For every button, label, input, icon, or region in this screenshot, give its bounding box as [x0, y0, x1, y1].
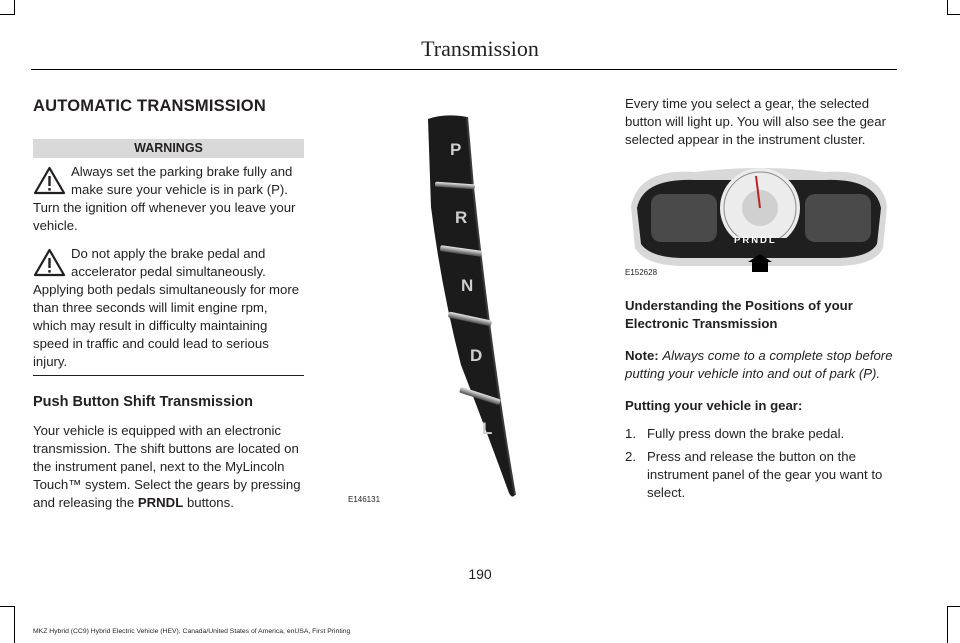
warning-text-first: Always set the parking brake fully and make sure your vehicle is in park (P). [71, 164, 293, 197]
note-text: Always come to a complete stop before putting your vehicle into and out of park (P). [625, 348, 893, 381]
crop-mark [947, 0, 948, 15]
gear-label-r: R [455, 208, 468, 227]
paragraph-bold-term: PRNDL [137, 495, 184, 510]
figure-code-right: E152628 [625, 268, 658, 277]
putting-in-gear-heading: Putting your vehicle in gear: [625, 398, 803, 413]
gear-label-d: D [470, 346, 483, 365]
body-paragraph [33, 422, 304, 512]
instrument-cluster-figure [625, 162, 895, 277]
list-item [625, 448, 897, 502]
section-title: AUTOMATIC TRANSMISSION [33, 97, 266, 115]
crop-mark [0, 14, 14, 15]
intro-paragraph: Every time you select a gear, the selected button will light up. You will also see the gear selected appear in the instrument cluster. [625, 96, 886, 147]
crop-mark [947, 606, 960, 607]
warnings-bottom-rule [33, 375, 304, 376]
steps-list [625, 425, 897, 502]
cluster-gear-indicator: PRNDL [734, 235, 777, 246]
page-header-title: Transmission [421, 36, 539, 61]
gear-label-n: N [461, 276, 474, 295]
warning-triangle-icon [33, 166, 66, 195]
footer-text: MKZ Hybrid (CC9) Hybrid Electric Vehicle (HEV), Canada/United States of America, enUSA, First Printing [33, 628, 351, 635]
step-number: 2. [625, 449, 636, 464]
step-text: Fully press down the brake pedal. [647, 426, 845, 441]
list-item [625, 425, 897, 443]
warnings-heading: WARNINGS [33, 139, 304, 158]
figure-code-left: E146131 [348, 495, 381, 504]
step-number: 1. [625, 426, 636, 441]
gear-label-l: L [482, 419, 493, 438]
positions-heading: Understanding the Positions of your Electronic Transmission [625, 298, 853, 331]
crop-mark [14, 0, 15, 15]
gear-label-p: P [450, 140, 462, 159]
right-column [625, 95, 897, 149]
warning-text-first: Do not apply the brake pedal and accelerator pedal simultaneously. [71, 246, 266, 279]
gear-selector-figure [395, 97, 531, 509]
right-column-lower [625, 297, 897, 507]
warning-item [33, 163, 304, 235]
step-text: Press and release the button on the instrument panel of the gear you want to select. [647, 449, 883, 500]
warning-item [33, 245, 304, 371]
paragraph-text: Your vehicle is equipped with an electronic transmission. The shift buttons are located on the instrument panel, next to the MyLincoln Touch™ system. Select the gears by pressing and releasing the [33, 423, 301, 510]
instrument-cluster-illustration [625, 162, 895, 277]
gear-selector-illustration [395, 97, 531, 509]
paragraph-text: buttons. [183, 495, 234, 510]
crop-mark [0, 606, 14, 607]
left-column [33, 97, 304, 512]
note-paragraph [625, 347, 897, 383]
note-label: Note: [625, 348, 659, 363]
crop-mark [14, 606, 15, 643]
subsection-title: Push Button Shift Transmission [33, 394, 253, 410]
page-number: 190 [468, 566, 492, 582]
warning-text-rest: Applying both pedals simultaneously for more than three seconds will limit engine rpm, which may result in difficulty maintaining speed in traffic and could lead to serious injury. [33, 282, 300, 369]
warning-text-rest: Turn the ignition off whenever you leave your vehicle. [33, 200, 296, 233]
crop-mark [947, 14, 960, 15]
warning-triangle-icon [33, 248, 66, 277]
header-rule [31, 69, 897, 70]
crop-mark [947, 606, 948, 643]
